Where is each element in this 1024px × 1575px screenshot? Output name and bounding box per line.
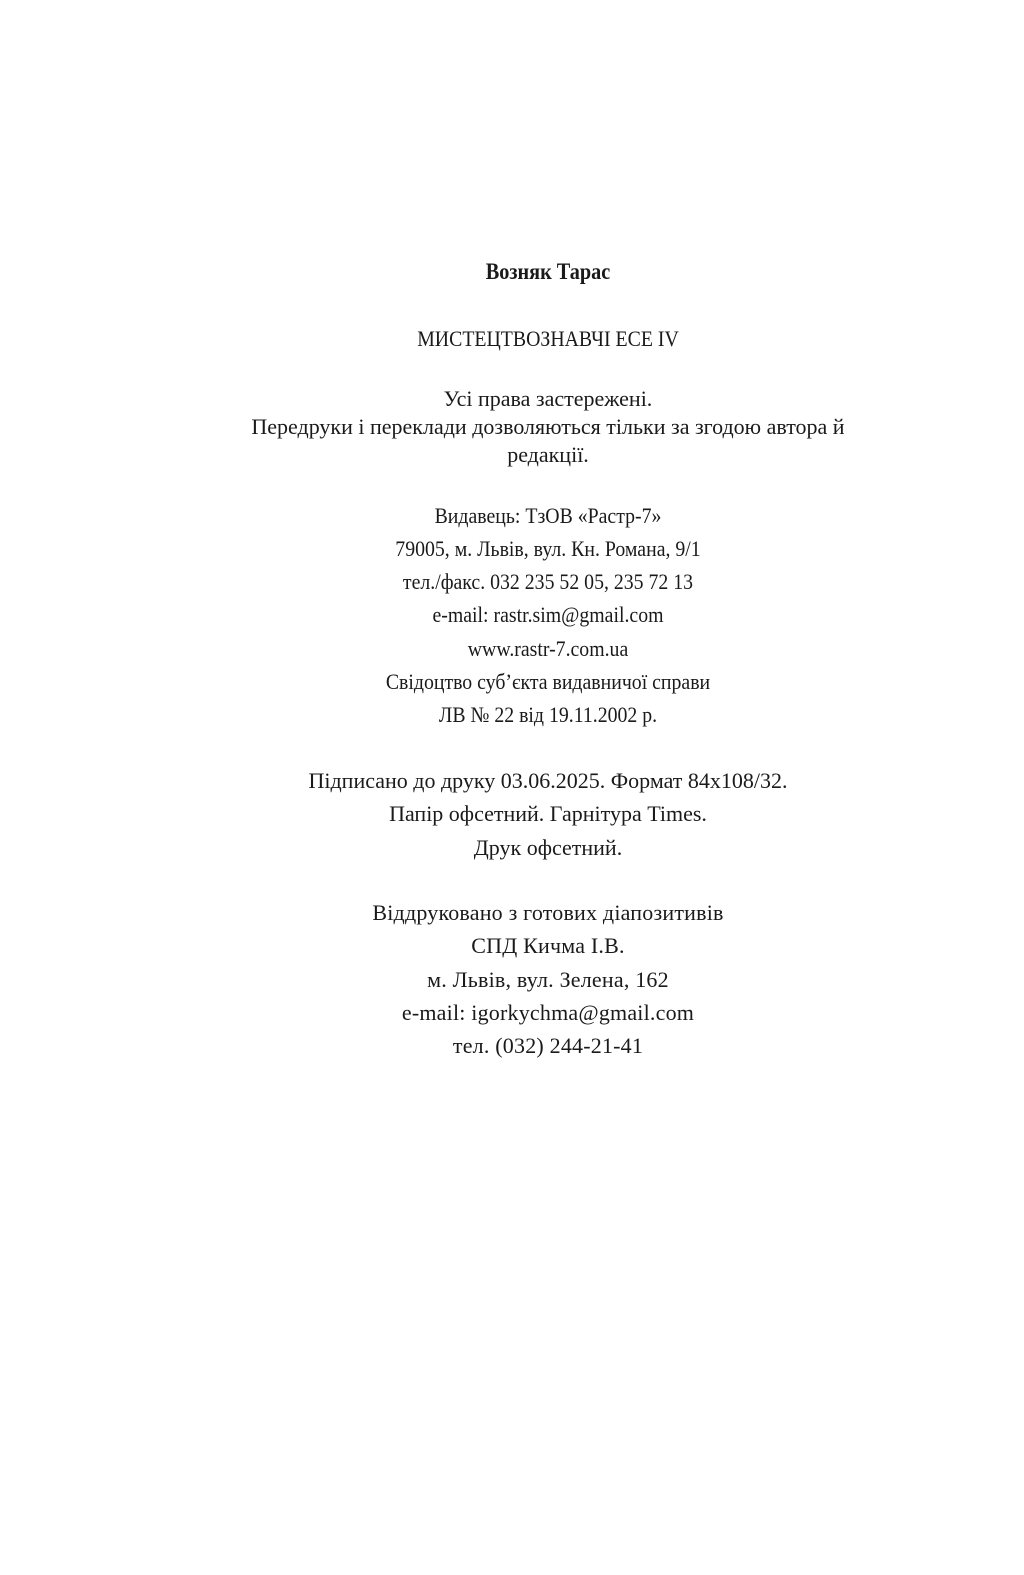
publisher-certificate-number: ЛВ № 22 від 19.11.2002 р. — [438, 702, 658, 727]
print-paper: Папір офсетний. Гарнітура Times. — [389, 801, 707, 826]
print-method: Друк офсетний. — [473, 835, 623, 860]
book-title: МИСТЕЦТВОЗНАВЧІ ЕСЕ IV — [417, 326, 679, 351]
printer-phone: тел. (032) 244-21-41 — [452, 1033, 644, 1058]
publisher-email: e-mail: rastr.sim@gmail.com — [432, 602, 664, 627]
rights-line-3: редакції. — [507, 442, 589, 467]
printer-name: СПД Кичма І.В. — [471, 933, 625, 958]
printer-line-1: Віддруковано з готових діапозитивів — [372, 900, 724, 925]
publisher-certificate: Свідоцтво суб’єкта видавничої справи — [385, 669, 711, 694]
print-signed: Підписано до друку 03.06.2025. Формат 84x108/32. — [308, 768, 788, 793]
publisher-address: 79005, м. Львів, вул. Кн. Романа, 9/1 — [395, 536, 701, 561]
author-name: Возняк Тарас — [485, 259, 611, 284]
publisher-website: www.rastr-7.com.ua — [467, 636, 629, 661]
rights-line-2: Передруки і переклади дозволяються тільки за згодою автора й — [251, 414, 845, 439]
printer-email: e-mail: igorkychma@gmail.com — [401, 1000, 695, 1025]
publisher-phone: тел./факс. 032 235 52 05, 235 72 13 — [402, 569, 694, 594]
rights-line-1: Усі права застережені. — [443, 386, 653, 411]
publisher-name: Видавець: ТзОВ «Растр-7» — [434, 503, 662, 528]
printer-address: м. Львів, вул. Зелена, 162 — [427, 967, 669, 992]
